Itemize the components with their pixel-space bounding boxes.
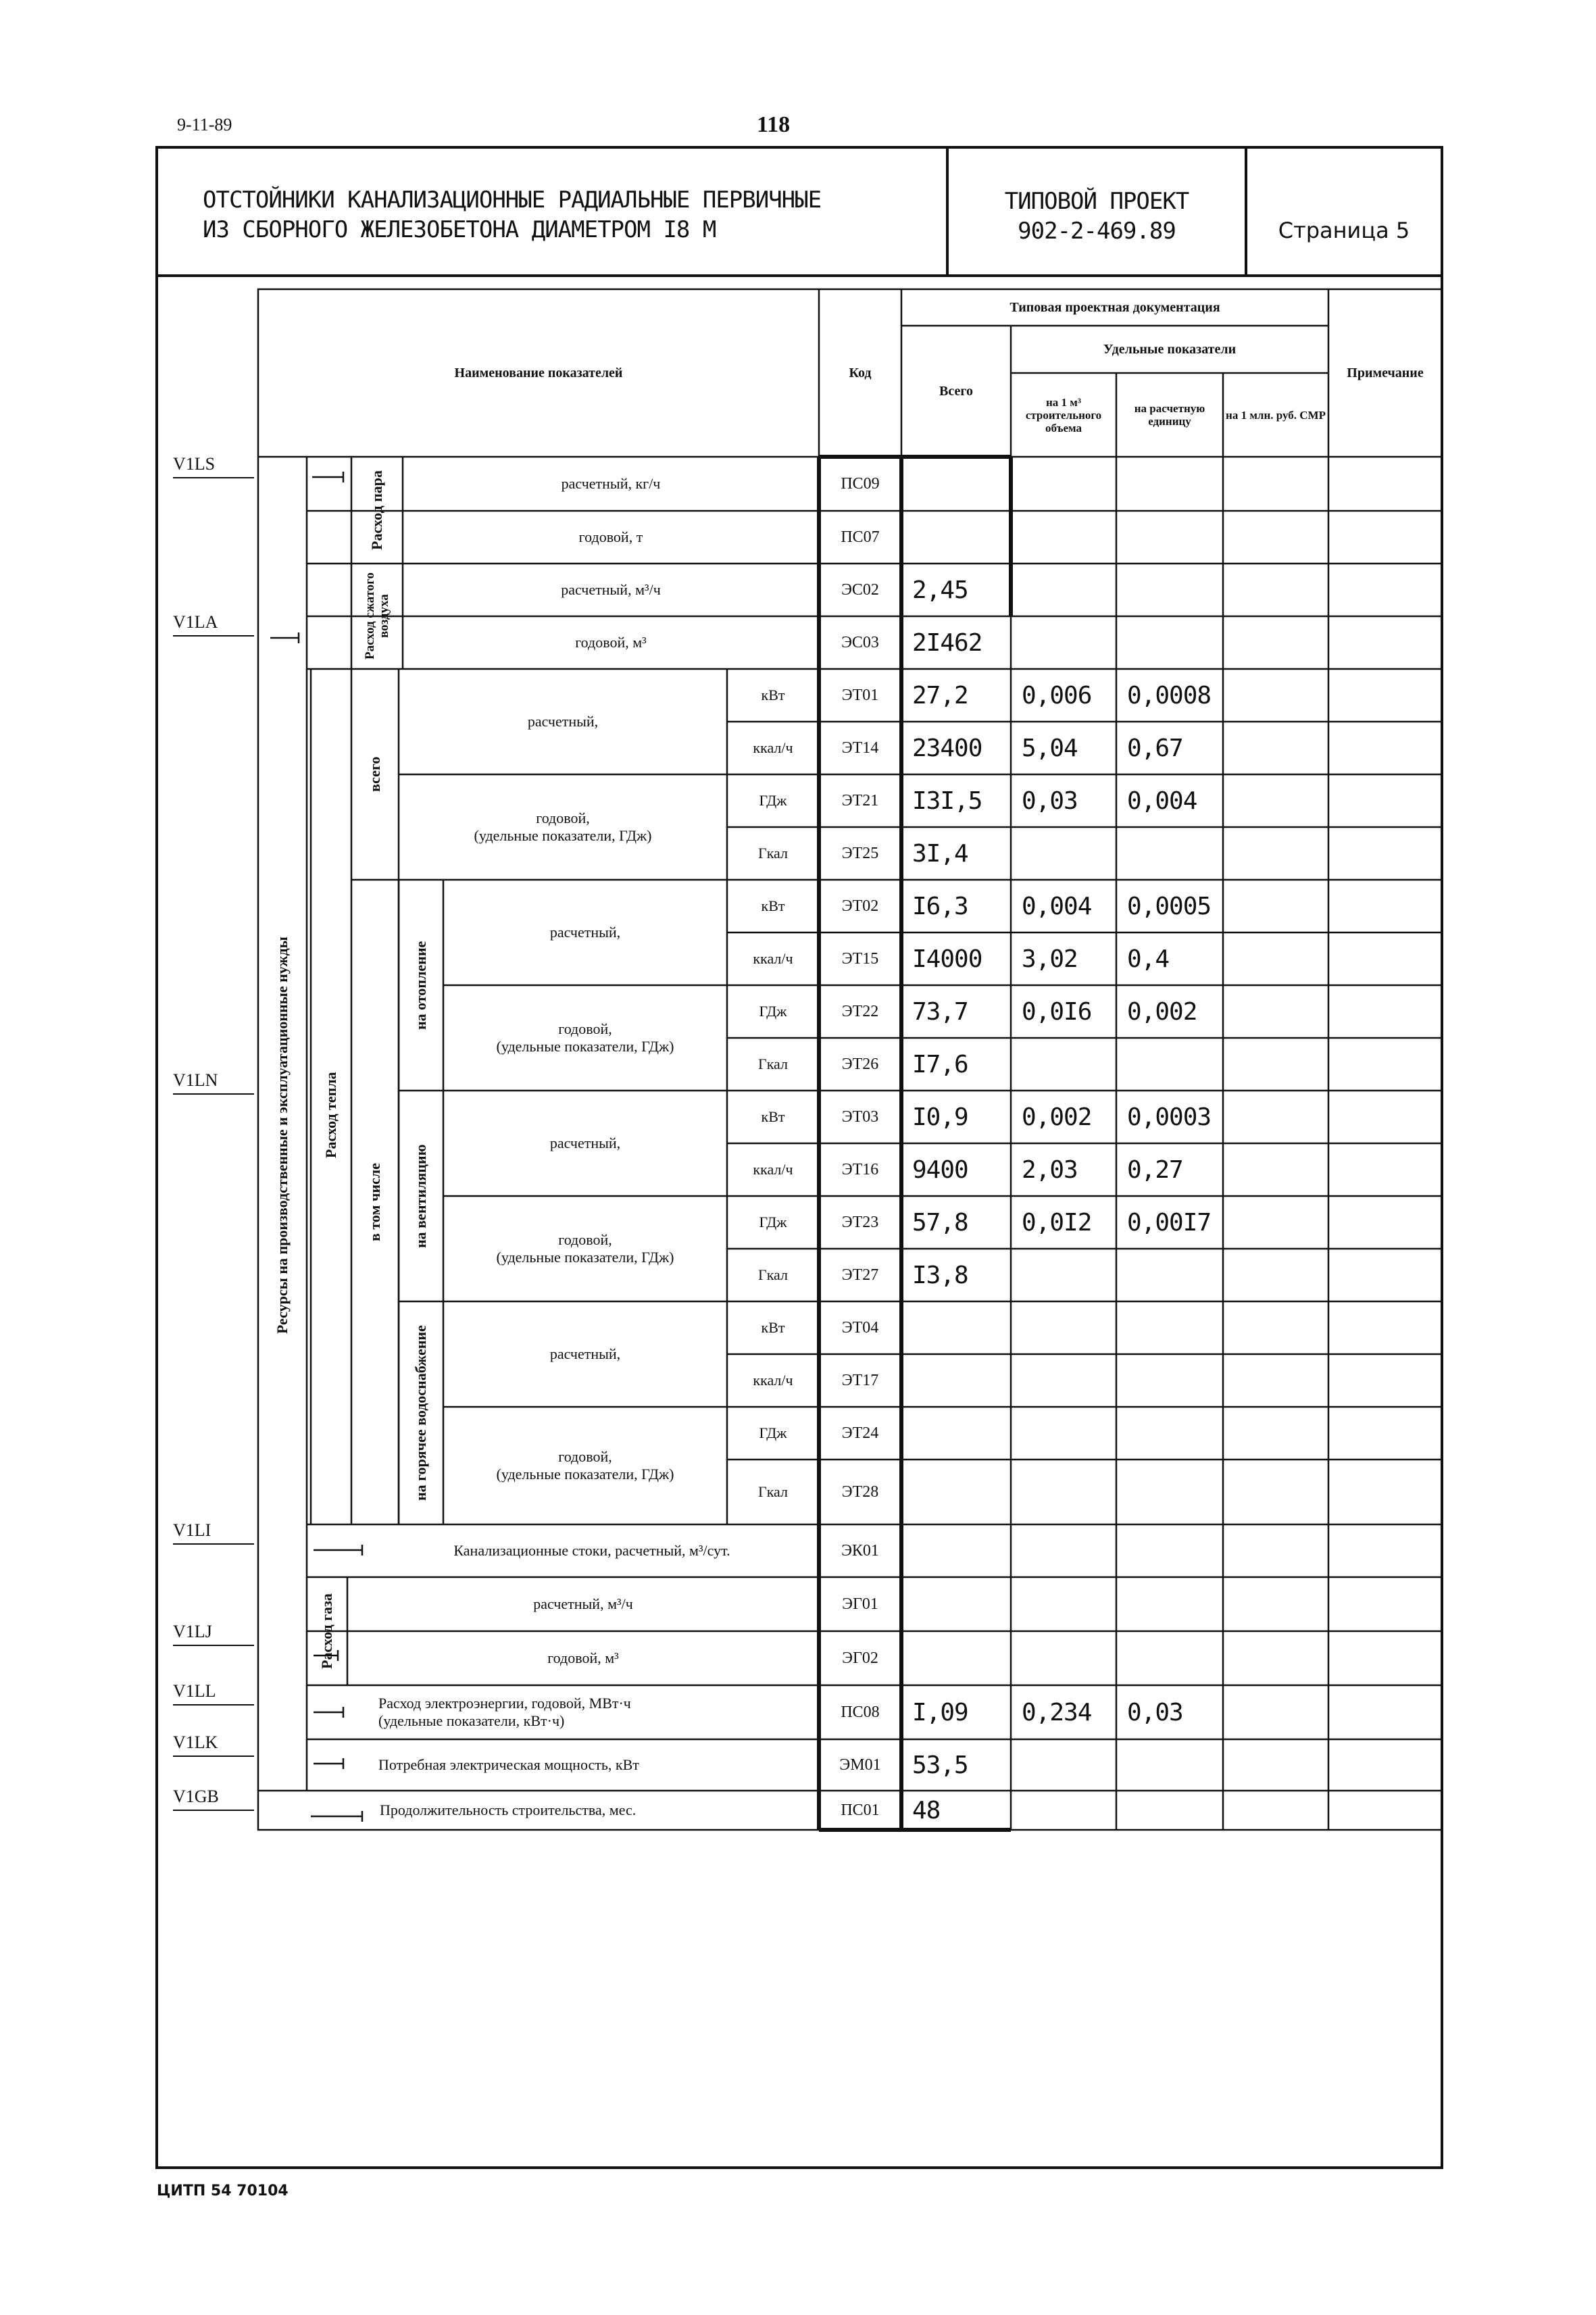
row-per-m3: 0,234 (1022, 1698, 1092, 1726)
row-total: 2I462 (912, 628, 982, 657)
row-per-unit: 0,004 (1127, 787, 1197, 815)
row-label: расчетный, кг/ч (561, 475, 661, 492)
column-header-total: Всего (939, 384, 973, 399)
row-total: I0,9 (912, 1103, 968, 1131)
row-per-m3: 2,03 (1022, 1155, 1078, 1184)
row-label: годовой, м³ (575, 634, 647, 651)
row-code: ЭТ23 (841, 1213, 879, 1231)
row-total: I,09 (912, 1698, 968, 1726)
row-total: 3I,4 (912, 839, 968, 868)
row-per-unit (1116, 1354, 1223, 1407)
row-label: годовой, (удельные показатели, ГДж) (496, 1020, 674, 1055)
row-total: 48 (912, 1796, 941, 1824)
row-label: Канализационные стоки, расчетный, м³/сут. (453, 1542, 730, 1559)
row-per-unit: 0,0003 (1127, 1103, 1212, 1131)
group-heat: Расход тепла (322, 1072, 339, 1158)
row-total: I7,6 (912, 1050, 968, 1078)
row-code: ЭТ25 (841, 844, 879, 862)
footer-cipher: ЦИТП 54 70104 (157, 2183, 289, 2199)
row-code: ЭТ04 (841, 1318, 879, 1337)
row-code: ЭТ22 (841, 1002, 879, 1020)
side-code: V1LJ (173, 1622, 254, 1646)
title-line: ОТСТОЙНИКИ КАНАЛИЗАЦИОННЫЕ РАДИАЛЬНЫЕ ПЕРВИЧНЫЕ (203, 186, 822, 214)
column-header-note: Примечание (1347, 366, 1424, 380)
row-label: расчетный, м³/ч (561, 581, 661, 598)
row-per-unit: 0,03 (1127, 1698, 1183, 1726)
row-code: ЭТ21 (841, 791, 879, 810)
row-code: ЭТ17 (841, 1371, 879, 1389)
row-unit: ГДж (759, 792, 787, 809)
row-per-unit: 0,00I7 (1127, 1208, 1212, 1237)
row-per-m3 (1011, 827, 1116, 880)
column-header-specific: Удельные показатели (1103, 342, 1237, 357)
row-unit: ккал/ч (753, 1372, 793, 1389)
row-code: ЭТ14 (841, 739, 879, 757)
row-label: годовой, т (578, 528, 643, 545)
column-header-name: Наименование показателей (454, 366, 623, 380)
row-total (901, 1407, 1011, 1460)
row-per-unit (1116, 1460, 1223, 1524)
row-code: ЭГ02 (842, 1649, 878, 1667)
row-per-unit (1116, 1249, 1223, 1301)
side-code: V1LI (173, 1520, 254, 1545)
row-code: ЭТ01 (841, 686, 879, 704)
row-code: ЭС03 (841, 633, 879, 651)
side-code: V1LS (173, 454, 254, 478)
row-total: I6,3 (912, 892, 968, 920)
row-code: ЭТ28 (841, 1483, 879, 1501)
row-total: 73,7 (912, 997, 968, 1026)
row-code: ПС08 (841, 1703, 880, 1721)
column-header-code: Код (849, 366, 872, 380)
page-number: 118 (757, 112, 791, 137)
row-code: ПС07 (841, 528, 880, 546)
row-code: ЭК01 (841, 1541, 879, 1560)
group-resources: Ресурсы на производственные и эксплуатационные нужды (274, 937, 291, 1334)
row-per-m3: 5,04 (1022, 734, 1078, 762)
row-per-unit: 0,27 (1127, 1155, 1183, 1184)
column-header-per-unit: на расчетную единицу (1134, 402, 1205, 428)
row-code: ЭТ27 (841, 1266, 879, 1284)
row-per-m3: 0,0I2 (1022, 1208, 1092, 1237)
row-per-unit (1116, 1407, 1223, 1460)
row-label: расчетный, м³/ч (533, 1595, 633, 1612)
row-label: расчетный, (549, 1135, 621, 1151)
group-including: в том числе (366, 1163, 383, 1241)
row-label: Расход электроэнергии, годовой, МВт·ч (удельные показатели, кВт·ч) (378, 1695, 631, 1729)
row-per-unit (1116, 1038, 1223, 1091)
row-total: 27,2 (912, 681, 968, 710)
group-heating: на отопление (412, 941, 429, 1030)
row-code: ЭТ15 (841, 949, 879, 968)
row-label: годовой, (удельные показатели, ГДж) (474, 810, 652, 844)
row-label: Продолжительность строительства, мес. (380, 1801, 637, 1818)
row-unit: ккал/ч (753, 950, 793, 967)
row-total: 2,45 (912, 576, 968, 604)
row-per-unit (1116, 1301, 1223, 1354)
row-unit: кВт (761, 1108, 785, 1125)
row-total: 23400 (912, 734, 982, 762)
group-ventilation: на вентиляцию (412, 1144, 429, 1248)
row-total: I3I,5 (912, 787, 982, 815)
row-code: ЭТ26 (841, 1055, 879, 1073)
row-total: I3,8 (912, 1261, 968, 1289)
row-code: ЭС02 (841, 580, 879, 599)
row-per-m3 (1011, 1354, 1116, 1407)
row-label: расчетный, (549, 1345, 621, 1362)
row-unit: кВт (761, 897, 785, 914)
project-code: 902-2-469.89 (1018, 218, 1176, 245)
row-label: годовой, (удельные показатели, ГДж) (496, 1231, 674, 1266)
row-per-m3: 0,002 (1022, 1103, 1092, 1131)
row-total: 53,5 (912, 1751, 968, 1779)
row-per-m3 (1011, 1460, 1116, 1524)
row-unit: Гкал (757, 1055, 788, 1072)
row-unit: ккал/ч (753, 1161, 793, 1178)
row-per-unit: 0,0005 (1127, 892, 1212, 920)
project-label: ТИПОВОЙ ПРОЕКТ (1004, 188, 1189, 215)
group-hot-water: на горячее водоснабжение (412, 1325, 429, 1501)
row-unit: ккал/ч (753, 739, 793, 756)
side-code: V1LN (173, 1070, 254, 1095)
row-label: расчетный, (527, 713, 599, 730)
side-code: V1GB (173, 1787, 254, 1811)
row-total: 9400 (912, 1155, 968, 1184)
row-per-m3: 3,02 (1022, 945, 1078, 973)
row-unit: Гкал (757, 1483, 788, 1500)
row-per-unit (1116, 827, 1223, 880)
row-code: ЭТ24 (841, 1424, 879, 1442)
column-header-per-m3: на 1 м³ строительного объема (1025, 395, 1102, 434)
row-unit: ГДж (759, 1003, 787, 1020)
row-per-m3: 0,03 (1022, 787, 1078, 815)
row-total: 57,8 (912, 1208, 968, 1237)
row-label: расчетный, (549, 924, 621, 941)
row-total (901, 1354, 1011, 1407)
row-unit: Гкал (757, 845, 788, 862)
side-code: V1LA (173, 612, 254, 637)
row-total (901, 1301, 1011, 1354)
row-code: ЭГ01 (842, 1595, 878, 1613)
row-per-m3 (1011, 1249, 1116, 1301)
row-total (901, 1460, 1011, 1524)
group-gas: Расход газа (318, 1593, 335, 1669)
group-air: Расход сжатого воздуха (363, 572, 391, 660)
side-code: V1LL (173, 1681, 254, 1706)
column-header-per-mln: на 1 млн. руб. СМР (1226, 408, 1326, 422)
row-per-m3: 0,004 (1022, 892, 1092, 920)
row-per-m3 (1011, 1038, 1116, 1091)
document-date: 9-11-89 (177, 115, 232, 134)
sheet-number: Страница 5 (1278, 218, 1410, 243)
row-unit: ГДж (759, 1214, 787, 1230)
group-heat-total: всего (366, 756, 383, 793)
row-per-unit: 0,0008 (1127, 681, 1212, 710)
row-unit: ГДж (759, 1424, 787, 1441)
row-per-m3 (1011, 1301, 1116, 1354)
row-per-m3: 0,006 (1022, 681, 1092, 710)
row-per-unit: 0,4 (1127, 945, 1170, 973)
column-header-docs: Типовая проектная документация (1009, 300, 1220, 315)
row-code: ЭМ01 (839, 1756, 881, 1774)
row-per-m3: 0,0I6 (1022, 997, 1092, 1026)
row-unit: кВт (761, 687, 785, 703)
row-label: годовой, (удельные показатели, ГДж) (496, 1448, 674, 1483)
row-unit: Гкал (757, 1266, 788, 1283)
row-per-m3 (1011, 1407, 1116, 1460)
row-per-unit: 0,67 (1127, 734, 1183, 762)
side-code: V1LK (173, 1733, 254, 1757)
row-code: ПС01 (841, 1801, 880, 1819)
row-per-unit: 0,002 (1127, 997, 1197, 1026)
row-total: I4000 (912, 945, 982, 973)
title-line: ИЗ СБОРНОГО ЖЕЛЕЗОБЕТОНА ДИАМЕТРОМ I8 М (203, 216, 716, 243)
row-code: ЭТ02 (841, 897, 879, 915)
group-steam: Расход пара (368, 470, 385, 550)
row-code: ПС09 (841, 474, 880, 493)
row-code: ЭТ16 (841, 1160, 879, 1178)
row-label: Потребная электрическая мощность, кВт (378, 1756, 639, 1773)
row-label: годовой, м³ (547, 1649, 619, 1666)
row-unit: кВт (761, 1319, 785, 1336)
row-code: ЭТ03 (841, 1107, 879, 1126)
